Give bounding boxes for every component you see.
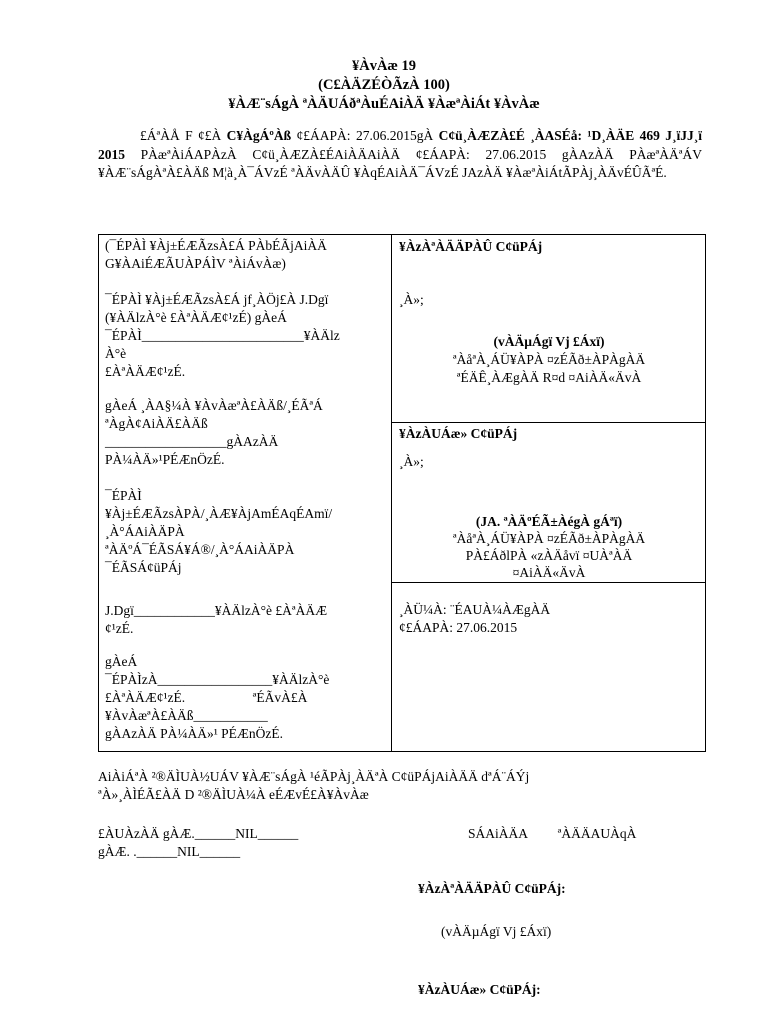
note-line: ªÀgÀ¢AiÀÄ£ÀÄß — [105, 416, 208, 431]
note-line: G¥ÀAiÉÆÃUÀPÁÌV ªÀiÁvÀæ) — [105, 256, 286, 271]
note-line: __________________gÀAzÀÄ — [105, 434, 279, 449]
advance-amount: gÀÆ. .______NIL______ — [98, 844, 241, 859]
footer-paragraph — [98, 768, 702, 804]
assuming-officer-designation: ªÀåªÀ¸ÁÜ¥ÀPÀ ¤zÉÃð±ÀPÀgÀÄ — [452, 531, 646, 546]
place-field: ¸ÀÜ¼À: ¨ÉAUÀ¼ÀÆgÀÄ — [399, 602, 551, 617]
note-line: ¯ÉPÀÌzÀ_________________¥ÀÄlzÀ°è — [105, 672, 330, 687]
note-line: gÀAzÀÄ PÀ¼ÀÄ»¹ PÉÆnÖzÉ. — [105, 726, 284, 741]
officer-designation-note — [105, 487, 387, 577]
note-line: ¥Àj±ÉÆÃzsÀPÀ/¸ÀÆ¥ÀjAmÉAqÉAmï/ — [105, 506, 333, 521]
assuming-officer-signature: ¸À»; — [399, 454, 424, 469]
cash-amount: £ÀUÀzÀÄ gÀÆ.______NIL______ — [98, 826, 299, 841]
permanent-advance: SÁAiÀÄA ªÀÄÄAUÀqÀ — [468, 826, 637, 841]
form-number: ¥ÀvÀæ 19 — [351, 58, 417, 74]
note-line: gÀeÁ — [105, 654, 138, 669]
intro-paragraph — [98, 127, 702, 183]
footer-line: ªÀ»¸ÀÌÉÃ£ÀÄ D ²®ÄÌUÀ¼À eÉÆvÉ£À¥ÀvÀæ — [98, 787, 369, 802]
audit-office-note — [105, 237, 387, 273]
intro-text-1: £ÁªÀÅ F ¢£À — [140, 128, 227, 143]
column-divider — [391, 235, 392, 751]
article-reference: (C£ÀÄZÉÒÃzÀ 100) — [318, 77, 450, 93]
relieved-officer-organization: ªÉÄÊ¸ÀÆgÀÄ R¤d ¤AiÀÄ«ÄvÀ — [456, 370, 642, 385]
relieved-officer-signature: ¸À»; — [399, 292, 424, 307]
relieved-officer-footer-name: (vÀÄµÁgï Vj £Áxï) — [441, 924, 552, 939]
note-line: £ÀªÀÄÆ¢¹zÉ. — [105, 364, 186, 379]
note-line: ¢¹zÉ. — [105, 621, 134, 636]
intro-text-3: PÀæªÀiÁAPÀzÀ C¢ü¸ÀÆZÀ£ÉAiÀÄAiÀÄ ¢£ÁAPÀ: 27.06.2015 gÀAzÀÄ PÀæªÀÄªÁV ¥ÀÆ¨sÁgÀªÀ£ÀÄß M¦à¸À¯ÁVzÉ ªÀÄvÀÄÛ ¥ÀqÉAiÀÄ¯ÁVzÉ JAzÀÄ ¥ÀæªÀiÁtÃPÀj¸ÀÄvÉÛÃªÉ. — [98, 146, 702, 180]
relieved-officer-title: ¥ÀzÀªÀÄÄPÀÛ C¢üPÁj — [399, 239, 543, 254]
note-line: gÀeÁ ¸ÀA§¼À ¥ÀvÀæªÀ£ÀÄß/¸ÉÃªÁ — [105, 398, 323, 413]
note-line: J.Dgï____________¥ÀÄlzÀ°è £ÀªÀÄÆ — [105, 603, 328, 618]
assuming-officer-organization-2: ¤AiÀÄ«ÄvÀ — [512, 565, 586, 580]
note-line: ªÀÄºÁ¯ÉÃSÁ¥Á®/¸À°ÁAiÀÄPÀ — [105, 542, 295, 557]
note-line: ¯ÉPÀÌ — [105, 488, 142, 503]
note-line: (¥ÀÄlzÀ°è £ÀªÀÄÆ¢¹zÉ) gÀeÁ — [105, 310, 287, 325]
assuming-officer-organization: PÀ£ÁðlPÀ «zÀÄåvï ¤UÀªÀÄ — [465, 548, 633, 563]
note-line: ¯ÉPÀÌ ¥Àj±ÉÆÃzsÀ£Á jf¸ÀÖj£À J.Dgï — [105, 292, 329, 307]
document-title: ¥ÀÆ¨sÁgÀ ªÀÄUÁðªÀuÉAiÀÄ ¥ÀæªÀiÁt ¥ÀvÀæ — [228, 96, 540, 112]
leave-account-note — [105, 653, 387, 743]
note-line: PÀ¼ÀÄ»¹PÉÆnÖzÉ. — [105, 452, 225, 467]
notification-number: C¢ü¸ÀÆZÀ£É ¸ÀASÉå: ¹D¸ÀÄE 469 J¸ïJJ¸ï 2015 — [98, 128, 702, 162]
note-line: ¯ÉPÀÌ________________________¥ÀÄlz — [105, 328, 340, 343]
salary-note — [105, 397, 387, 469]
note-line: ¸À°ÁAiÀÄPÀ — [105, 524, 185, 539]
relieved-officer-name: (vÀÄµÁgï Vj £Áxï) — [493, 334, 605, 349]
note-line: ¯ÉÃSÁ¢üPÁj — [105, 560, 182, 575]
assuming-officer-name: (JA. ªÀÄºÉÃ±ÀégÀ gÁªï) — [475, 514, 623, 529]
intro-bold-1: C¥ÀgÁºÀß — [226, 128, 292, 143]
audit-register-note — [105, 291, 387, 381]
certificate-table — [98, 234, 706, 752]
row-divider-2 — [391, 582, 705, 583]
relieved-officer-designation: ªÀåªÀ¸ÁÜ¥ÀPÀ ¤zÉÃð±ÀPÀgÀÄ — [452, 352, 646, 367]
assuming-officer-title: ¥ÀzÀUÁæ» C¢üPÁj — [399, 426, 518, 441]
note-line: £ÀªÀÄÆ¢¹zÉ. ªÉÃvÀ£À — [105, 690, 308, 705]
note-line: (¯ÉPÀÌ ¥Àj±ÉÆÃzsÀ£Á PÀbÉÃjAiÀÄ — [105, 238, 327, 253]
footer-line: AiÀiÁªÀ ²®ÄÌUÀ½UÁV ¥ÀÆ¨sÁgÀ ¹éÃPÀj¸ÀÄªÀ C¢üPÁjAiÀÄÄ dªÁ¨ÁÝj — [98, 769, 530, 784]
row-divider-1 — [391, 422, 705, 423]
note-line: À°è — [105, 346, 127, 361]
intro-text-2: ¢£ÁAPÀ: 27.06.2015gÀ — [291, 128, 439, 143]
register-entry-note — [105, 602, 387, 638]
date-field: ¢£ÁAPÀ: 27.06.2015 — [399, 620, 518, 635]
assuming-officer-footer-title: ¥ÀzÀUÁæ» C¢üPÁj: — [418, 982, 541, 997]
relieved-officer-footer-title: ¥ÀzÀªÀÄÄPÀÛ C¢üPÁj: — [418, 881, 566, 896]
note-line: ¥ÀvÀæªÀ£ÀÄß___________ — [105, 708, 268, 723]
